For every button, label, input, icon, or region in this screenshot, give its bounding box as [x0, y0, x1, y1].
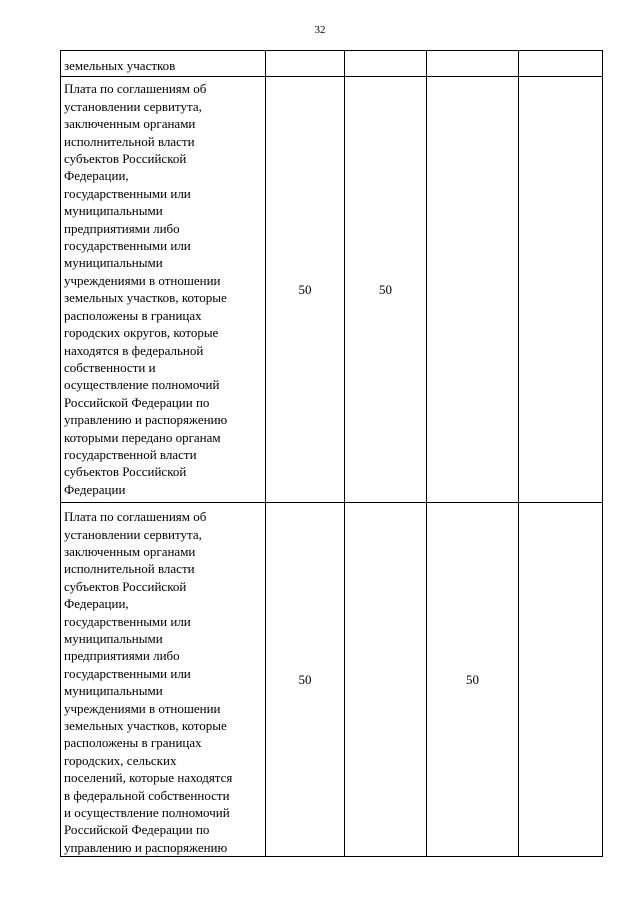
row-value-1: 50 [266, 77, 345, 503]
row-value-3: 50 [427, 503, 519, 857]
table-row [61, 503, 603, 857]
row-description: Плата по соглашениям об установлении сервитута, заключенным органами исполнительной власти субъектов Российской Федерации, государственными или муниципальными предприятиями либо государственными или муниципальными учреждениями в отношении земельных участков, которые расположены в границах городских округов, которые находятся в федеральной собственности и осуществление полномочий Российской Федерации по управлению и распоряжению которыми передано органам государственной власти субъектов Российской Федерации [61, 77, 266, 503]
row-value-1 [266, 51, 345, 77]
row-value-1: 50 [266, 503, 345, 857]
budget-table [60, 50, 603, 857]
row-value-3 [427, 77, 519, 503]
row-value-4 [519, 503, 603, 857]
table-row [61, 77, 603, 503]
table-row [61, 51, 603, 77]
row-description: земельных участков [61, 51, 266, 77]
row-value-2: 50 [345, 77, 427, 503]
row-value-2 [345, 503, 427, 857]
row-description: Плата по соглашениям об установлении сервитута, заключенным органами исполнительной власти субъектов Российской Федерации, государственными или муниципальными предприятиями либо государственными или муниципальными учреждениями в отношении земельных участков, которые расположены в границах городских, сельских поселений, которые находятся в федеральной собственности и осуществление полномочий Российской Федерации по управлению и распоряжению [61, 503, 266, 857]
row-value-4 [519, 51, 603, 77]
page-number: 32 [314, 24, 326, 36]
row-value-3 [427, 51, 519, 77]
row-value-2 [345, 51, 427, 77]
row-value-4 [519, 77, 603, 503]
